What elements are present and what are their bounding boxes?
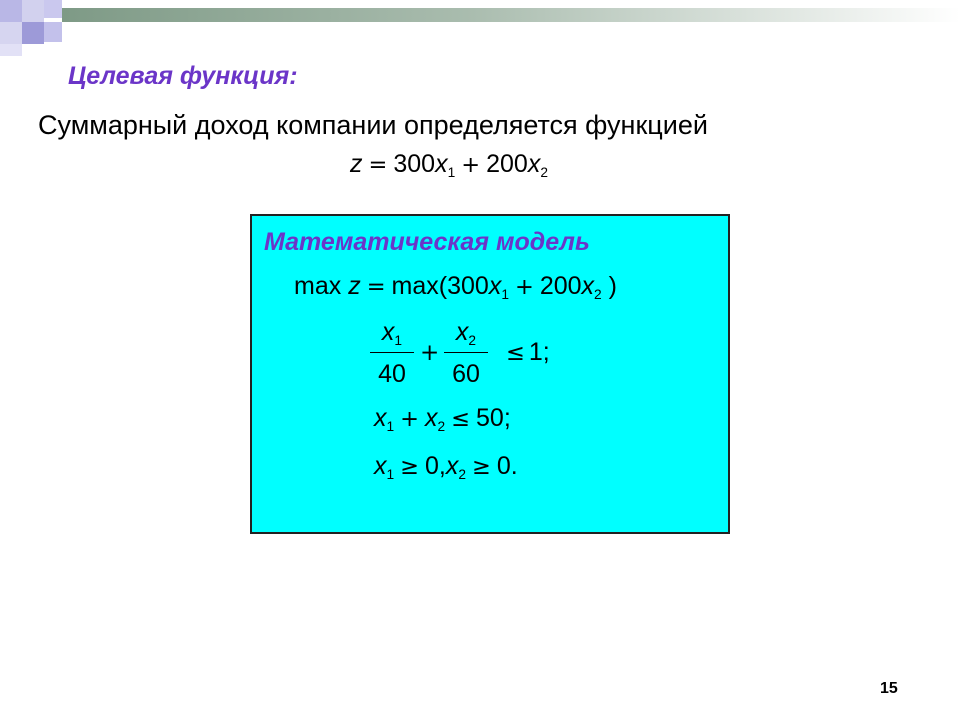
le-rhs bbox=[506, 338, 550, 367]
max-open: max(300 bbox=[391, 272, 489, 300]
constraint-3 bbox=[374, 452, 518, 482]
var-x2: x bbox=[455, 318, 469, 346]
max-word: max bbox=[294, 272, 342, 300]
var-x1: x bbox=[381, 318, 395, 346]
plus-sign: + bbox=[514, 274, 534, 300]
sub-2: 2 bbox=[437, 418, 446, 434]
plus-sign: + bbox=[400, 406, 420, 432]
var-x1: x bbox=[374, 452, 387, 480]
fraction-bar bbox=[444, 352, 488, 353]
le-sign: ≤ bbox=[451, 406, 471, 432]
decor-square bbox=[44, 0, 62, 18]
var-x2: x bbox=[445, 452, 459, 480]
var-x2: x bbox=[581, 272, 595, 300]
sub-2: 2 bbox=[468, 332, 477, 348]
sub-2: 2 bbox=[458, 466, 467, 482]
top-gradient-bar bbox=[62, 8, 960, 22]
model-title: Математическая модель bbox=[264, 228, 590, 256]
decor-square bbox=[44, 22, 62, 42]
decor-square bbox=[0, 22, 22, 44]
ge-sign: ≥ bbox=[400, 454, 420, 480]
coef-200: 200 bbox=[539, 272, 582, 300]
denominator-60: 60 bbox=[452, 360, 480, 388]
coef-200: 200 bbox=[486, 150, 528, 178]
objective-formula bbox=[350, 150, 548, 180]
page-number: 15 bbox=[880, 680, 898, 697]
sub-1: 1 bbox=[447, 164, 456, 180]
var-x2: x bbox=[425, 404, 438, 432]
sub-2: 2 bbox=[594, 286, 602, 302]
plus-sign: + bbox=[420, 340, 440, 366]
sub-1: 1 bbox=[386, 418, 395, 434]
model-box bbox=[250, 214, 730, 534]
var-z: z bbox=[348, 272, 361, 300]
var-x1: x bbox=[374, 404, 387, 432]
var-z: z bbox=[350, 150, 363, 178]
le-sign: ≤ bbox=[506, 340, 525, 366]
sub-1: 1 bbox=[394, 332, 403, 348]
var-x1: x bbox=[435, 150, 448, 178]
zero-comma: 0, bbox=[425, 452, 446, 480]
decor-square bbox=[0, 44, 22, 56]
var-x1: x bbox=[488, 272, 502, 300]
fraction-bar bbox=[370, 352, 414, 353]
slide-heading: Целевая функция: bbox=[68, 62, 298, 90]
decor-square bbox=[22, 0, 44, 22]
rhs-50: 50; bbox=[476, 404, 511, 432]
constraint-2 bbox=[374, 404, 511, 434]
denominator-40: 40 bbox=[378, 360, 406, 388]
plus-sign: + bbox=[461, 152, 481, 178]
rhs-1: 1; bbox=[528, 338, 550, 366]
sub-2: 2 bbox=[540, 164, 548, 180]
eq-sign: = bbox=[366, 274, 386, 300]
close-paren: ) bbox=[608, 272, 617, 300]
eq-sign: = bbox=[368, 152, 388, 178]
decor-square bbox=[22, 22, 44, 44]
sub-1: 1 bbox=[386, 466, 395, 482]
var-x2: x bbox=[527, 150, 541, 178]
model-objective bbox=[294, 272, 617, 302]
zero-dot: 0. bbox=[496, 452, 518, 480]
decor-square bbox=[0, 0, 22, 22]
coef-300: 300 bbox=[393, 150, 436, 178]
ge-sign: ≥ bbox=[472, 454, 491, 480]
sub-1: 1 bbox=[501, 286, 509, 302]
slide-subtext: Суммарный доход компании определяется функцией bbox=[38, 110, 708, 140]
